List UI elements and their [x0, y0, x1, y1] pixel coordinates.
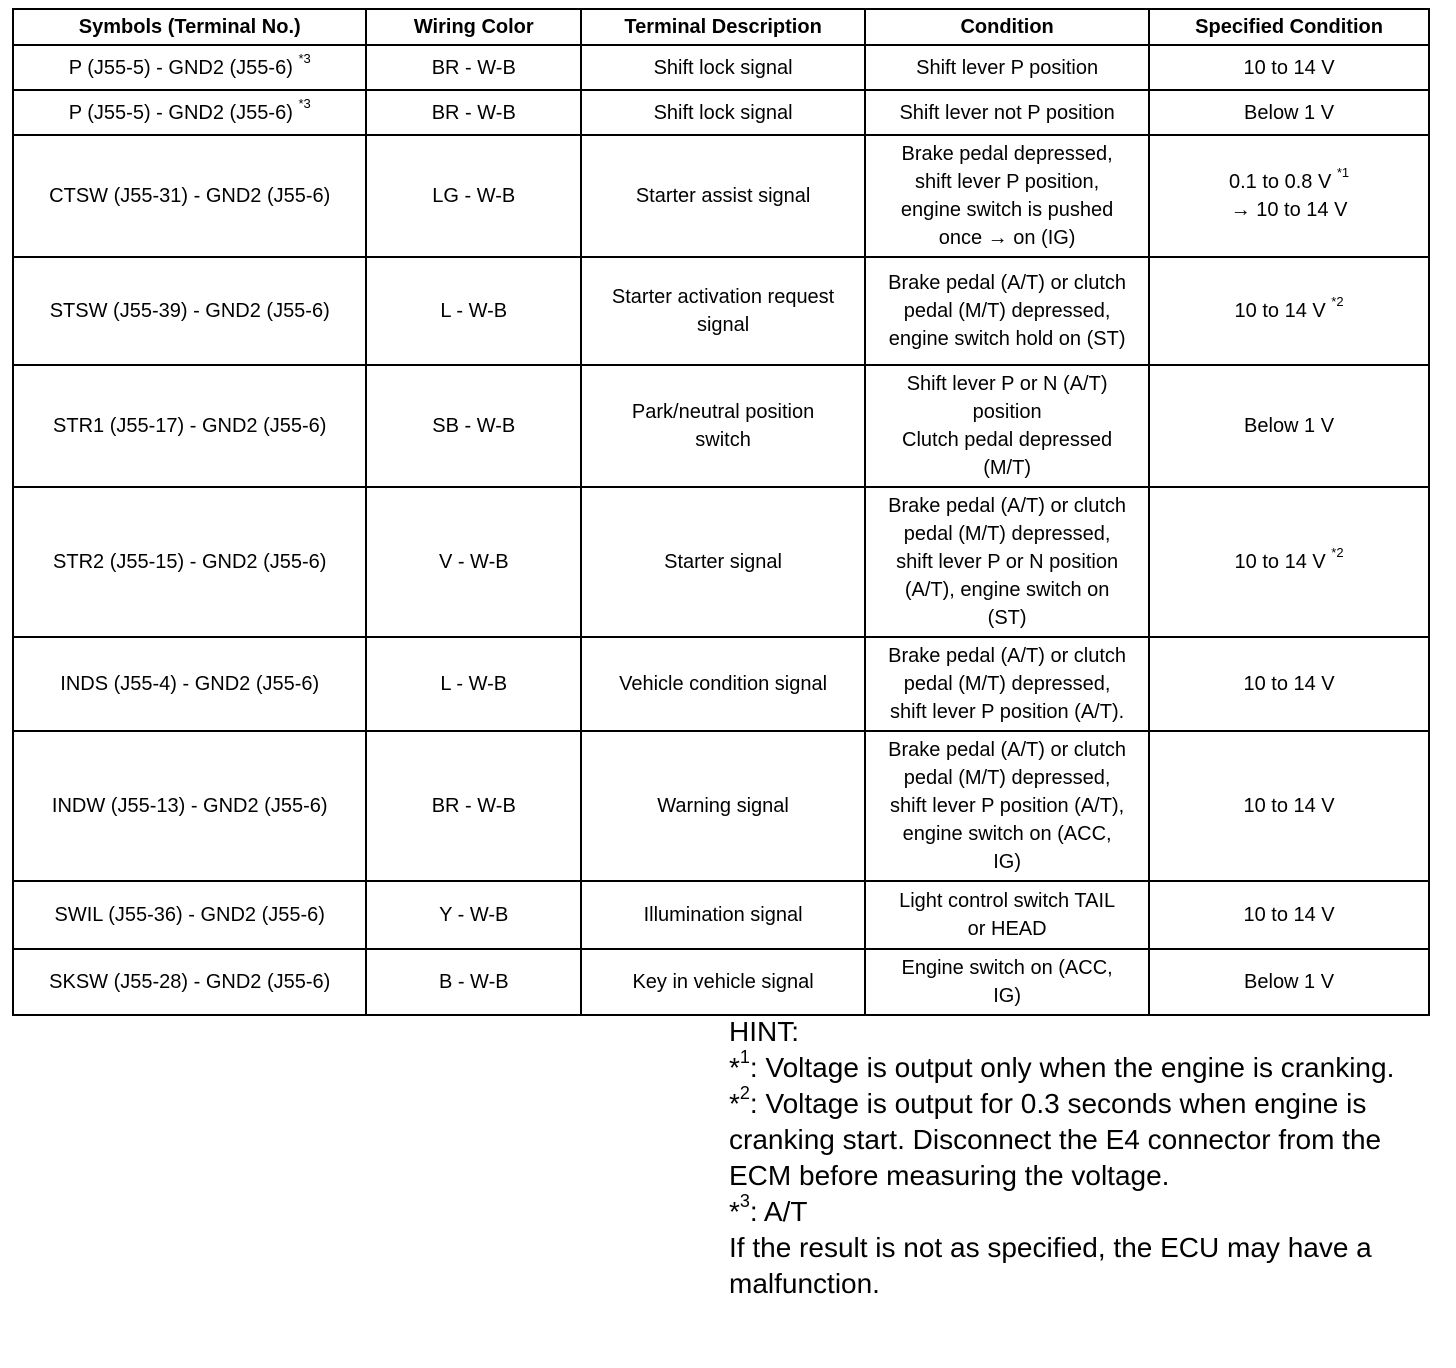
description-line: Starter assist signal	[635, 185, 811, 207]
table-row	[13, 45, 1429, 90]
spec-line	[1156, 54, 1422, 82]
condition-line: Brake pedal (A/T) or clutch	[888, 272, 1127, 294]
condition-line: (ST)	[987, 607, 1027, 629]
cell-wiring-color	[366, 731, 581, 881]
spec-line	[1156, 792, 1422, 820]
condition-line: Clutch pedal depressed	[902, 429, 1113, 451]
condition-line: pedal (M/T) depressed,	[903, 300, 1111, 322]
header-condition: Condition	[865, 9, 1149, 45]
spec-line	[1156, 901, 1422, 929]
condition-line: pedal (M/T) depressed,	[903, 767, 1111, 789]
condition-line: Brake pedal (A/T) or clutch	[888, 739, 1127, 761]
symbol-text: INDW (J55-13) - GND2 (J55-6)	[51, 795, 328, 817]
spec-line	[1156, 196, 1422, 224]
wiring-color-text: B - W-B	[438, 971, 509, 993]
cell-specified-condition	[1149, 365, 1429, 487]
spec-text: 10 to 14 V	[1243, 795, 1335, 817]
condition-line: Brake pedal (A/T) or clutch	[888, 495, 1127, 517]
hint-footer: If the result is not as specified, the ECU may have a malfunction.	[729, 1232, 1372, 1299]
condition-line: Engine switch on (ACC,	[901, 957, 1113, 979]
description-line: switch	[695, 429, 751, 451]
cell-symbol	[13, 731, 366, 881]
table-row	[13, 90, 1429, 135]
cell-terminal-description	[581, 45, 865, 90]
cell-condition	[865, 365, 1149, 487]
wiring-color-text: L - W-B	[440, 673, 508, 695]
cell-specified-condition	[1149, 731, 1429, 881]
hint-note-3: *$^3$: A/T	[729, 1190, 808, 1227]
cell-specified-condition	[1149, 45, 1429, 90]
spec-text: Below 1 V	[1244, 971, 1335, 993]
spec-text: 10 to 14 V	[1243, 673, 1335, 695]
symbol-text: INDS (J55-4) - GND2 (J55-6)	[60, 673, 320, 695]
spec-line	[1156, 545, 1422, 576]
cell-wiring-color	[366, 365, 581, 487]
cell-condition	[865, 637, 1149, 731]
cell-terminal-description	[581, 881, 865, 949]
cell-symbol	[13, 135, 366, 257]
description-line: signal	[696, 314, 750, 336]
condition-line: Brake pedal (A/T) or clutch	[888, 645, 1127, 667]
table-row	[13, 257, 1429, 365]
cell-symbol	[13, 90, 366, 135]
cell-wiring-color	[366, 881, 581, 949]
wiring-color-text: BR - W-B	[431, 795, 516, 817]
table-header-row	[13, 9, 1429, 45]
symbol-text: CTSW (J55-31) - GND2 (J55-6)	[49, 185, 331, 207]
table-row	[13, 365, 1429, 487]
condition-line: shift lever P position (A/T).	[890, 701, 1125, 723]
cell-condition	[865, 731, 1149, 881]
description-line: Shift lock signal	[653, 56, 793, 79]
wiring-color-text: L - W-B	[440, 300, 508, 322]
wiring-color-text: V - W-B	[438, 551, 509, 573]
spec-line	[1156, 99, 1422, 127]
cell-specified-condition	[1149, 135, 1429, 257]
condition-line: shift lever P position,	[915, 171, 1100, 193]
hint-title: HINT:	[729, 1016, 799, 1047]
cell-terminal-description	[581, 365, 865, 487]
header-wiring-color: Wiring Color	[366, 9, 581, 45]
description-line: Illumination signal	[643, 904, 803, 926]
symbol-text: STR2 (J55-15) - GND2 (J55-6)	[53, 551, 327, 573]
cell-wiring-color	[366, 45, 581, 90]
spec-text: 10 to 14 V	[1234, 551, 1326, 573]
cell-condition	[865, 949, 1149, 1015]
cell-specified-condition	[1149, 257, 1429, 365]
cell-condition	[865, 135, 1149, 257]
wiring-color-text: LG - W-B	[432, 185, 516, 207]
wiring-color-text: Y - W-B	[439, 904, 509, 926]
symbol-text: STSW (J55-39) - GND2 (J55-6)	[49, 300, 330, 322]
description-line: Starter activation request	[611, 286, 835, 308]
spec-line	[1156, 968, 1422, 996]
cell-terminal-description	[581, 135, 865, 257]
condition-line: pedal (M/T) depressed,	[903, 673, 1111, 695]
condition-line: pedal (M/T) depressed,	[903, 523, 1111, 545]
condition-line: Shift lever P position	[916, 56, 1099, 79]
symbol-text: SKSW (J55-28) - GND2 (J55-6)	[49, 971, 331, 993]
table-row	[13, 949, 1429, 1015]
cell-condition	[865, 487, 1149, 637]
spec-text: 10 to 14 V	[1243, 56, 1335, 79]
table-row	[13, 731, 1429, 881]
condition-line: Shift lever not P position	[899, 101, 1115, 124]
cell-symbol	[13, 365, 366, 487]
spec-footnote: *2	[1331, 294, 1344, 310]
spec-text: Below 1 V	[1244, 415, 1335, 437]
cell-symbol	[13, 487, 366, 637]
symbol-text: SWIL (J55-36) - GND2 (J55-6)	[54, 904, 325, 926]
cell-terminal-description	[581, 637, 865, 731]
spec-line	[1156, 165, 1422, 196]
condition-line: shift lever P position (A/T),	[890, 795, 1125, 817]
spec-line	[1156, 670, 1422, 698]
cell-condition	[865, 881, 1149, 949]
cell-wiring-color	[366, 90, 581, 135]
hint-note-2: *$^2$: Voltage is output for 0.3 seconds when engine is cranking start. Disconnect the E4 connector from the ECM before measuring the voltage.	[729, 1082, 1382, 1191]
spec-line	[1156, 412, 1422, 440]
cell-wiring-color	[366, 135, 581, 257]
wiring-color-text: BR - W-B	[431, 101, 516, 124]
symbol-text: P (J55-5) - GND2 (J55-6)	[68, 101, 293, 124]
cell-specified-condition	[1149, 881, 1429, 949]
condition-line: engine switch on (ACC,	[902, 823, 1112, 845]
spec-footnote: *1	[1336, 165, 1350, 181]
header-terminal-description: Terminal Description	[581, 9, 865, 45]
condition-line: once → on (IG)	[938, 227, 1076, 249]
cell-terminal-description	[581, 949, 865, 1015]
cell-terminal-description	[581, 257, 865, 365]
terminal-spec-table	[12, 8, 1430, 1016]
symbol-text: STR1 (J55-17) - GND2 (J55-6)	[53, 415, 327, 437]
cell-specified-condition	[1149, 90, 1429, 135]
cell-wiring-color	[366, 257, 581, 365]
cell-symbol	[13, 257, 366, 365]
cell-specified-condition	[1149, 949, 1429, 1015]
cell-condition	[865, 90, 1149, 135]
cell-symbol	[13, 949, 366, 1015]
table-row	[13, 487, 1429, 637]
condition-line: Shift lever P or N (A/T)	[906, 373, 1108, 395]
spec-text: Below 1 V	[1244, 101, 1335, 124]
spec-line	[1156, 294, 1422, 325]
cell-terminal-description	[581, 487, 865, 637]
condition-line: Brake pedal depressed,	[901, 143, 1113, 165]
cell-wiring-color	[366, 637, 581, 731]
wiring-color-text: BR - W-B	[431, 56, 516, 79]
hint-note-1: *$^1$: Voltage is output only when the engine is cranking.	[729, 1046, 1395, 1083]
cell-condition	[865, 257, 1149, 365]
description-line: Starter signal	[664, 551, 782, 573]
cell-symbol	[13, 881, 366, 949]
description-line: Vehicle condition signal	[619, 673, 828, 695]
table-row	[13, 881, 1429, 949]
cell-specified-condition	[1149, 487, 1429, 637]
condition-line: shift lever P or N position	[896, 551, 1119, 573]
symbol-text: P (J55-5) - GND2 (J55-6)	[68, 56, 293, 79]
description-line: Shift lock signal	[653, 101, 793, 124]
cell-symbol	[13, 45, 366, 90]
condition-line: engine switch is pushed	[900, 199, 1114, 221]
condition-line: engine switch hold on (ST)	[888, 328, 1126, 350]
symbol-footnote: *3	[298, 95, 311, 111]
symbol-footnote: *3	[298, 50, 311, 66]
condition-line: Light control switch TAIL	[899, 890, 1116, 912]
cell-specified-condition	[1149, 637, 1429, 731]
cell-wiring-color	[366, 487, 581, 637]
hint-section	[729, 1014, 1449, 1302]
spec-footnote: *2	[1331, 545, 1344, 561]
cell-condition	[865, 45, 1149, 90]
spec-text: → 10 to 14 V	[1230, 199, 1348, 221]
description-line: Park/neutral position	[631, 401, 815, 423]
condition-line: position	[972, 401, 1042, 423]
table-row	[13, 637, 1429, 731]
cell-symbol	[13, 637, 366, 731]
condition-line: IG)	[993, 985, 1021, 1007]
condition-line: (M/T)	[983, 457, 1031, 479]
table-row	[13, 135, 1429, 257]
spec-text: 0.1 to 0.8 V	[1228, 171, 1332, 193]
condition-line: IG)	[993, 851, 1021, 873]
spec-text: 10 to 14 V	[1243, 904, 1335, 926]
spec-text: 10 to 14 V	[1234, 300, 1326, 322]
wiring-color-text: SB - W-B	[432, 415, 516, 437]
cell-terminal-description	[581, 90, 865, 135]
description-line: Key in vehicle signal	[632, 971, 814, 993]
header-symbols: Symbols (Terminal No.)	[13, 9, 366, 45]
condition-line: or HEAD	[967, 918, 1047, 940]
condition-line: (A/T), engine switch on	[904, 579, 1110, 601]
cell-terminal-description	[581, 731, 865, 881]
description-line: Warning signal	[657, 795, 789, 817]
cell-wiring-color	[366, 949, 581, 1015]
header-specified-condition: Specified Condition	[1149, 9, 1429, 45]
